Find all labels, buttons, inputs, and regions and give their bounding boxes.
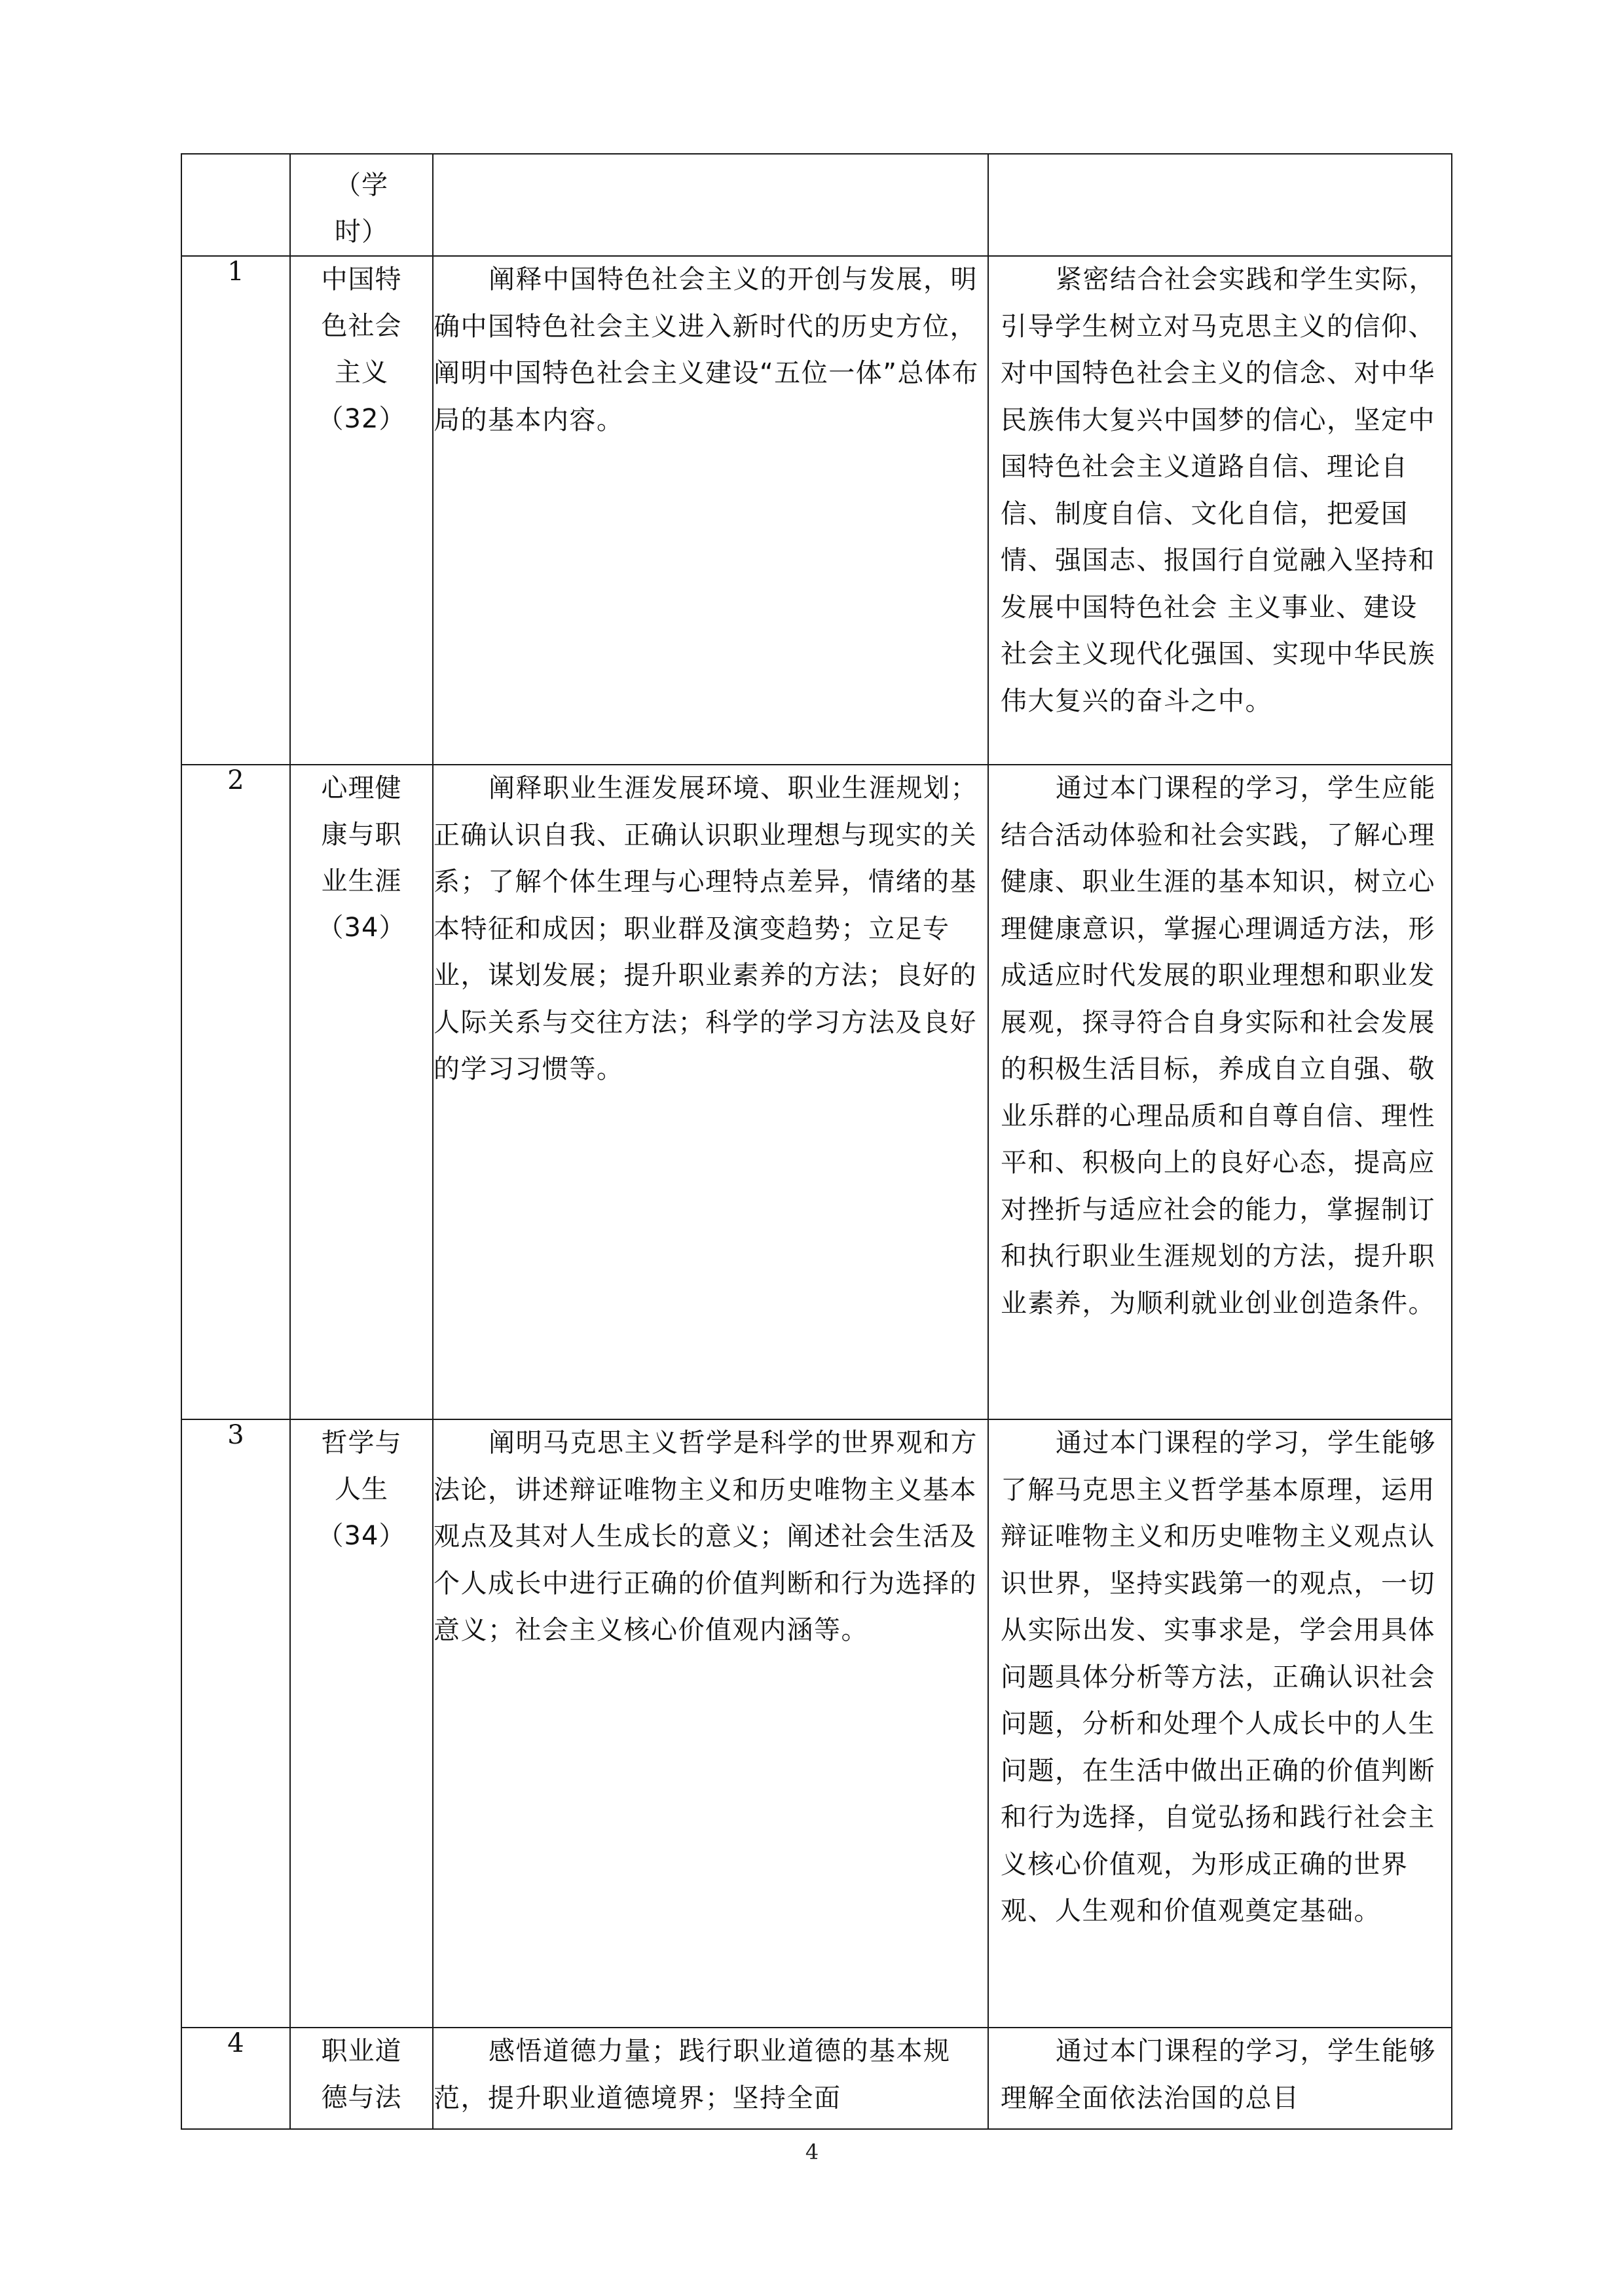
course-goal-text: 紧密结合社会实践和学生实际，引导学生树立对马克思主义的信仰、对中国特色社会主义的信念、对中华民族伟大复兴中国梦的信心，坚定中国特色社会主义道路自信、理论自信、制度自信、文化自信，把爱国情、强国志、报国行自觉融入坚持和发展中国特色社会 主义事业、建设社会主义现代化强国、实现中华民族伟大复兴的奋斗之中。: [1001, 264, 1436, 716]
course-name-line: 主义: [335, 357, 388, 388]
header-no-cell: [181, 154, 290, 256]
header-name-cell: [290, 154, 433, 256]
course-name: [290, 256, 433, 765]
course-goal: [988, 765, 1452, 1419]
course-name-line: 心理健: [321, 773, 402, 803]
row-number: 2: [181, 765, 290, 1419]
course-name: [290, 765, 433, 1419]
course-goal: [988, 256, 1452, 765]
course-name: [290, 1419, 433, 2028]
row-number: 4: [181, 2028, 290, 2129]
header-name-line: （学: [335, 170, 388, 200]
course-content: [433, 1419, 988, 2028]
course-hours: （34）: [317, 1521, 406, 1551]
table-row: [181, 256, 1452, 765]
course-name-line: 职业道: [321, 2036, 402, 2066]
table-row: [181, 765, 1452, 1419]
course-name-line: 德与法: [321, 2083, 402, 2113]
course-content-text: 阐释职业生涯发展环境、职业生涯规划；正确认识自我、正确认识职业理想与现实的关系；了解个体生理与心理特点差异，情绪的基本特征和成因；职业群及演变趋势；立足专业，谋划发展；提升职业素养的方法；良好的人际关系与交往方法；科学的学习方法及良好的学习习惯等。: [434, 773, 978, 1084]
course-goal: [988, 2028, 1452, 2129]
curriculum-table: [181, 153, 1452, 2130]
header-goal-cell: [988, 154, 1452, 256]
course-content-text: 阐明马克思主义哲学是科学的世界观和方法论，讲述辩证唯物主义和历史唯物主义基本观点及其对人生成长的意义；阐述社会生活及个人成长中进行正确的价值判断和行为选择的意义；社会主义核心价值观内涵等。: [434, 1428, 978, 1645]
course-name: [290, 2028, 433, 2129]
course-goal: [988, 1419, 1452, 2028]
course-content: [433, 765, 988, 1419]
course-goal-text: 通过本门课程的学习，学生能够理解全面依法治国的总目: [1001, 2036, 1436, 2113]
course-name-line: 康与职: [321, 820, 402, 850]
page-number: 4: [805, 2140, 819, 2164]
course-name-line: 中国特: [321, 264, 402, 295]
course-name-line: 业生涯: [321, 866, 402, 896]
course-name-line: 哲学与: [321, 1428, 402, 1458]
course-goal-text: 通过本门课程的学习，学生能够了解马克思主义哲学基本原理，运用辩证唯物主义和历史唯物主义观点认识世界，坚持实践第一的观点，一切从实际出发、实事求是，学会用具体问题具体分析等方法，正确认识社会问题，分析和处理个人成长中的人生问题，在生活中做出正确的价值判断和行为选择，自觉弘扬和践行社会主义核心价值观，为形成正确的世界观、人生观和价值观奠定基础。: [1001, 1428, 1436, 1926]
course-hours: （34）: [317, 913, 406, 943]
row-number: 1: [181, 256, 290, 765]
course-hours: （32）: [317, 404, 406, 434]
table-row: [181, 1419, 1452, 2028]
course-content-text: 阐释中国特色社会主义的开创与发展，明确中国特色社会主义进入新时代的历史方位， 阐明中国特色社会主义建设“五位一体”总体布局的基本内容。: [434, 264, 979, 435]
course-goal-text: 通过本门课程的学习，学生应能结合活动体验和社会实践，了解心理健康、职业生涯的基本知识，树立心理健康意识，掌握心理调适方法，形成适应时代发展的职业理想和职业发展观，探寻符合自身实际和社会发展的积极生活目标，养成自立自强、敬业乐群的心理品质和自尊自信、理性平和、积极向上的良好心态，提高应对挫折与适应社会的能力，掌握制订和执行职业生涯规划的方法，提升职业素养，为顺利就业创业创造条件。: [1001, 773, 1436, 1319]
header-content-cell: [433, 154, 988, 256]
course-name-line: 色社会: [321, 311, 402, 341]
course-name-line: 人生: [335, 1474, 388, 1504]
header-row: [181, 154, 1452, 256]
row-number: 3: [181, 1419, 290, 2028]
course-content-text: 感悟道德力量；践行职业道德的基本规范，提升职业道德境界；坚持全面: [434, 2036, 951, 2113]
header-name-line: 时）: [335, 217, 388, 247]
table-row: [181, 2028, 1452, 2129]
course-content: [433, 2028, 988, 2129]
course-content: [433, 256, 988, 765]
